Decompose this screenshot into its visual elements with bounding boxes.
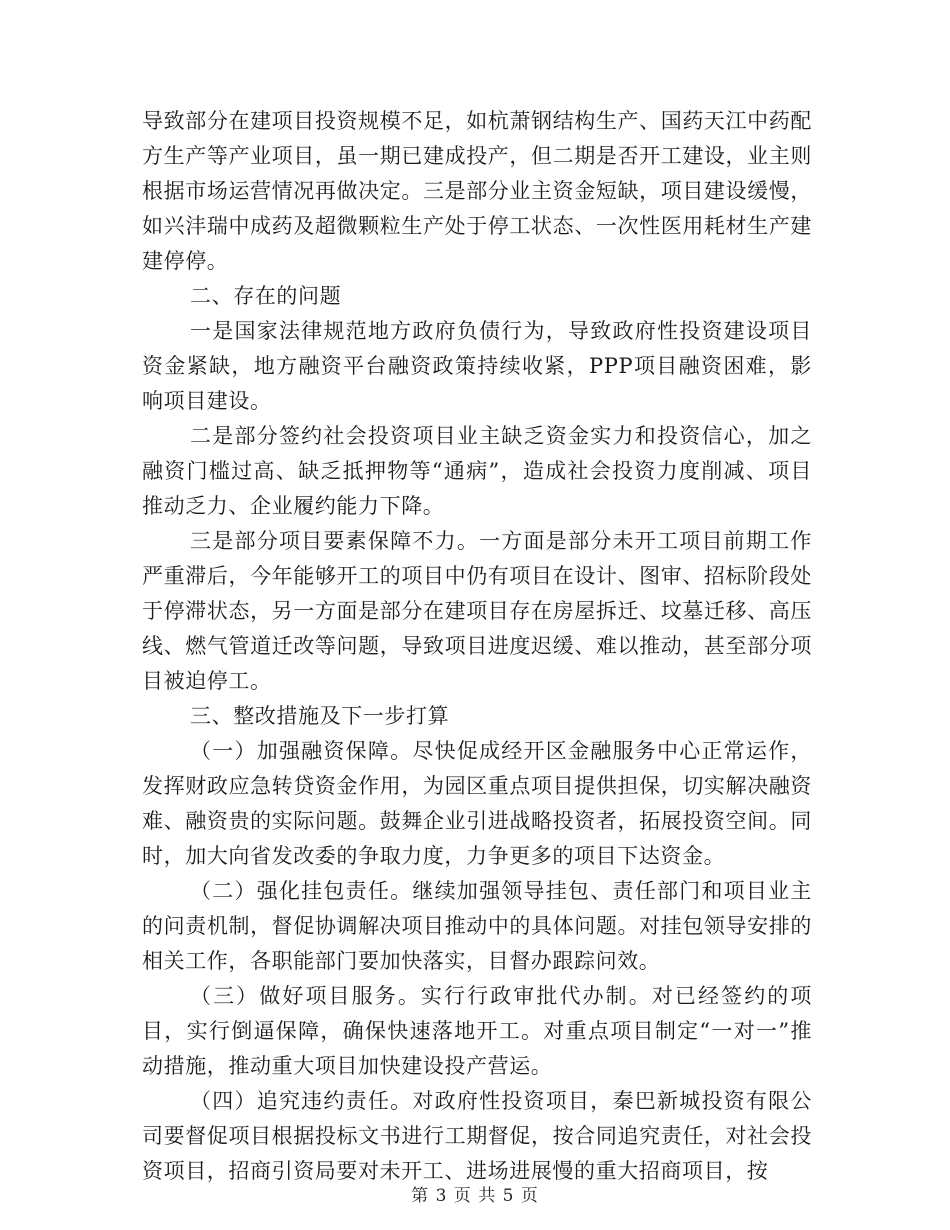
paragraph-measure-3: （三）做好项目服务。实行行政审批代办制。对已经签约的项目，实行倒逼保障，确保快速落地开工。对重点项目制定“一对一”推动措施，推动重大项目加快建设投产营运。 [142, 984, 812, 1078]
paragraph-measure-1: （一）加强融资保障。尽快促成经开区金融服务中心正常运作，发挥财政应急转贷资金作用，为园区重点项目提供担保，切实解决融资难、融资贵的实际问题。鼓舞企业引进战略投资者，拓展投资空间。同时，加大向省发改委的争取力度，力争更多的项目下达资金。 [142, 739, 812, 868]
paragraph-problem-3: 三是部分项目要素保障不力。一方面是部分未开工项目前期工作严重滞后，今年能够开工的项目中仍有项目在设计、图审、招标阶段处于停滞状态，另一方面是部分在建项目存在房屋拆迁、坟墓迁移、高压线、燃气管道迁改等问题，导致项目进度迟缓、难以推动，甚至部分项目被迫停工。 [142, 529, 812, 693]
paragraph-measure-2: （二）强化挂包责任。继续加强领导挂包、责任部门和项目业主的问责机制，督促协调解决项目推动中的具体问题。对挂包领导安排的相关工作，各职能部门要加快落实，目督办跟踪问效。 [142, 879, 812, 973]
paragraph-problem-2: 二是部分签约社会投资项目业主缺乏资金实力和投资信心，加之融资门槛过高、缺乏抵押物等“通病”，造成社会投资力度削减、项目推动乏力、企业履约能力下降。 [142, 424, 812, 518]
paragraph-measure-4: （四）追究违约责任。对政府性投资项目，秦巴新城投资有限公司要督促项目根据投标文书进行工期督促，按合同追究责任，对社会投资项目，招商引资局要对未开工、进场进展慢的重大招商项目，按 [142, 1089, 812, 1183]
page-footer: 第 3 页 共 5 页 [411, 1186, 539, 1206]
section-heading-problems: 二、存在的问题 [190, 284, 342, 308]
document-body [142, 104, 812, 1189]
paragraph-continued: 导致部分在建项目投资规模不足，如杭萧钢结构生产、国药天江中药配方生产等产业项目，虽一期已建成投产，但二期是否开工建设，业主则根据市场运营情况再做决定。三是部分业主资金短缺，项目建设缓慢，如兴沣瑞中成药及超微颗粒生产处于停工状态、一次性医用耗材生产建建停停。 [142, 109, 812, 273]
section-heading-measures: 三、整改措施及下一步打算 [190, 704, 450, 728]
paragraph-problem-1: 一是国家法律规范地方政府负债行为，导致政府性投资建设项目资金紧缺，地方融资平台融资政策持续收紧，PPP项目融资困难，影响项目建设。 [142, 319, 812, 413]
